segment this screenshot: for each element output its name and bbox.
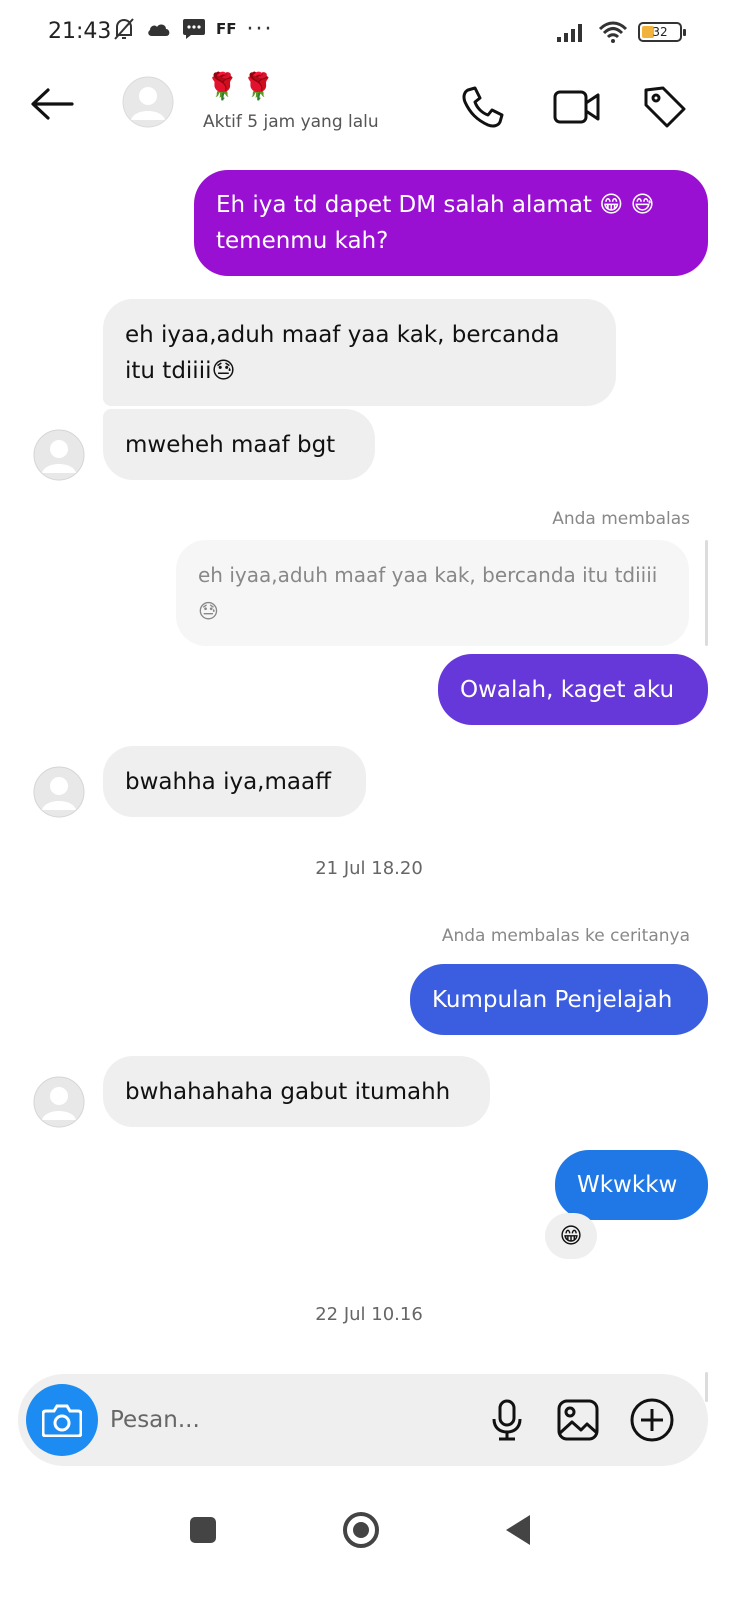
message-incoming[interactable]: eh iyaa,aduh maaf yaa kak, bercanda itu tdiiii😓 — [103, 299, 616, 406]
message-input[interactable] — [110, 1398, 470, 1442]
signal-icon — [556, 21, 588, 43]
square-icon — [188, 1515, 218, 1545]
contact-name[interactable]: 🌹🌹 — [206, 72, 279, 102]
sender-avatar[interactable] — [33, 1076, 85, 1128]
camera-icon — [42, 1403, 82, 1437]
wifi-icon — [598, 20, 628, 44]
message-incoming[interactable]: bwhahahaha gabut itumahh — [103, 1056, 490, 1127]
message-outgoing[interactable]: Kumpulan Penjelajah — [410, 964, 708, 1035]
message-icon — [182, 18, 206, 40]
emoji-reaction[interactable]: 😁 — [545, 1213, 597, 1259]
scrollbar[interactable] — [705, 1372, 708, 1402]
story-reply-label: Anda membalas ke ceritanya — [441, 926, 690, 946]
home-circle-icon — [341, 1510, 381, 1550]
message-outgoing[interactable]: Wkwkkw — [555, 1150, 708, 1220]
sender-avatar[interactable] — [33, 766, 85, 818]
status-bar — [0, 0, 738, 66]
gallery-icon[interactable] — [555, 1397, 601, 1443]
contact-avatar[interactable] — [122, 76, 174, 128]
status-time: 21:43 — [48, 19, 112, 44]
message-composer — [18, 1374, 708, 1466]
tag-icon[interactable] — [640, 82, 690, 132]
date-separator: 21 Jul 18.20 — [315, 858, 423, 879]
triangle-back-icon — [503, 1513, 533, 1547]
system-nav-bar — [0, 1490, 738, 1600]
more-notifications-icon: ··· — [246, 16, 274, 42]
cloud-icon — [146, 20, 172, 38]
add-plus-icon[interactable] — [629, 1397, 675, 1443]
home-button[interactable] — [333, 1502, 389, 1558]
battery-icon — [638, 22, 682, 42]
message-incoming[interactable]: mweheh maaf bgt — [103, 409, 375, 480]
video-call-icon[interactable] — [552, 82, 602, 132]
microphone-icon[interactable] — [484, 1397, 530, 1443]
battery-level: 32 — [652, 25, 668, 39]
message-incoming[interactable]: bwahha iya,maaff — [103, 746, 366, 817]
phone-icon[interactable] — [458, 82, 508, 132]
ff-app-icon: FF — [216, 20, 237, 38]
status-right-icons — [556, 20, 682, 44]
message-outgoing[interactable]: Owalah, kaget aku — [438, 654, 708, 725]
camera-button[interactable] — [26, 1384, 98, 1456]
chat-header — [0, 66, 738, 146]
contact-active-status: Aktif 5 jam yang lalu — [203, 112, 379, 132]
bell-muted-icon — [112, 16, 136, 42]
recent-apps-button[interactable] — [175, 1502, 231, 1558]
reply-label: Anda membalas — [552, 509, 690, 529]
status-left-icons — [112, 16, 273, 42]
back-button[interactable] — [490, 1502, 546, 1558]
scrollbar[interactable] — [705, 540, 708, 646]
sender-avatar[interactable] — [33, 429, 85, 481]
back-arrow-icon[interactable] — [28, 84, 76, 124]
quoted-reply[interactable]: eh iyaa,aduh maaf yaa kak, bercanda itu tdiiii😓 — [176, 540, 689, 646]
message-outgoing[interactable]: Eh iya td dapet DM salah alamat 😁 😅 temenmu kah? — [194, 170, 708, 276]
date-separator: 22 Jul 10.16 — [315, 1304, 423, 1325]
